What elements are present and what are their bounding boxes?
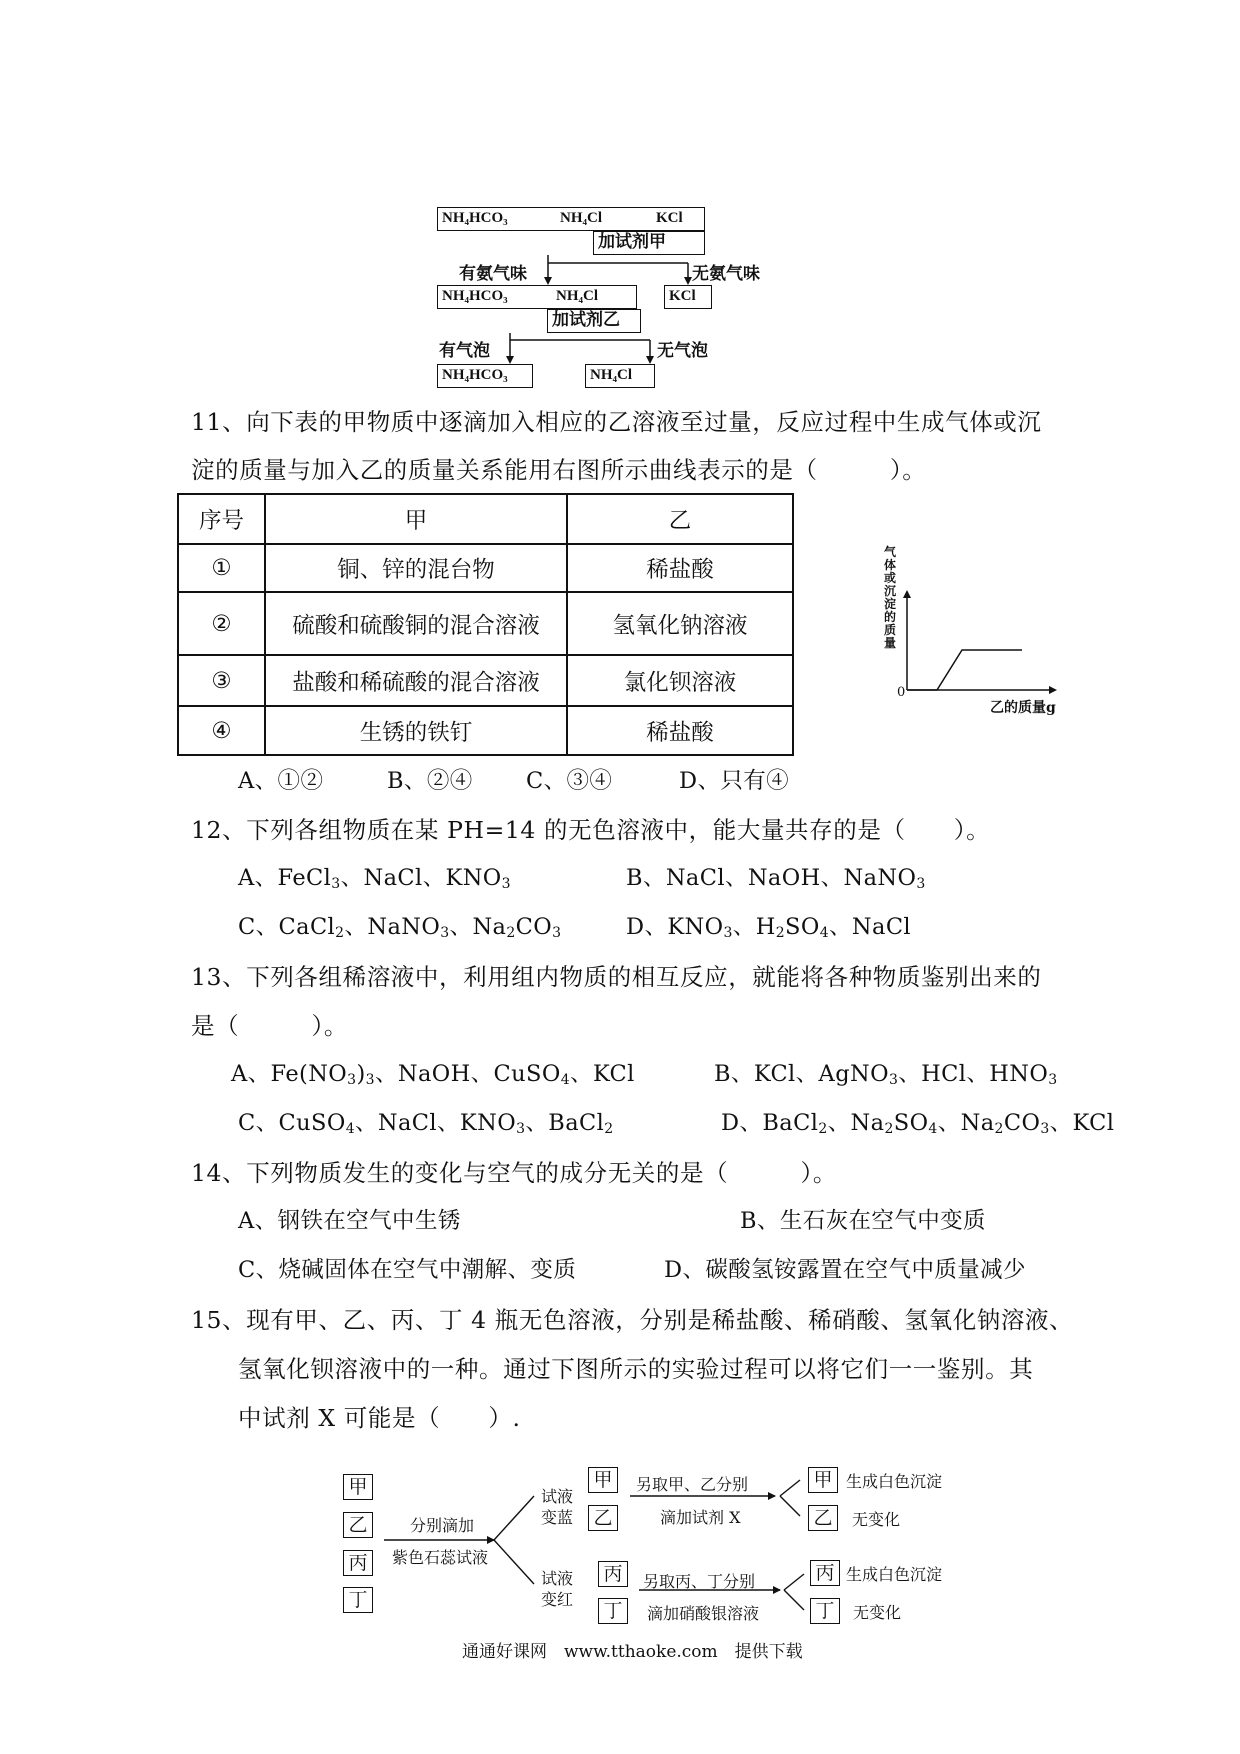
- th-jia: 甲: [265, 494, 567, 544]
- bottle-jia-2: 甲: [588, 1467, 618, 1493]
- fc-reagent2: 加试剂乙: [552, 310, 620, 329]
- bottle-ding-2: 丁: [598, 1598, 628, 1624]
- q15-line3: 中试剂 X 可能是（ ）.: [238, 1404, 521, 1432]
- q14-option-a: A、钢铁在空气中生锈: [238, 1208, 461, 1234]
- q15-line1: 15、现有甲、乙、丙、丁 4 瓶无色溶液，分别是稀盐酸、稀硝酸、氢氧化钠溶液、: [191, 1306, 1074, 1334]
- th-index: 序号: [178, 494, 265, 544]
- cell-index: ④: [178, 706, 265, 755]
- fc-reagent1: 加试剂甲: [598, 232, 666, 251]
- fc-row1-b: NH₄Cl: [560, 210, 602, 226]
- cell-yi: 稀盐酸: [567, 544, 793, 592]
- q13-line1: 13、下列各组稀溶液中，利用组内物质的相互反应，就能将各种物质鉴别出来的: [191, 963, 1042, 991]
- fc-row2-a: NH₄HCO₃: [442, 288, 508, 304]
- fc-row3-b: NH₄Cl: [590, 367, 632, 383]
- result-white-ppt-1: 生成白色沉淀: [846, 1472, 943, 1491]
- blue-label: 试液变蓝: [541, 1487, 574, 1527]
- cell-index: ②: [178, 592, 265, 655]
- graph-ylabel: 气体或沉淀的质量: [884, 545, 897, 650]
- step1-top: 分别滴加: [410, 1516, 475, 1535]
- q15-line2: 氢氧化钡溶液中的一种。通过下图所示的实验过程可以将它们一一鉴别。其: [238, 1355, 1034, 1383]
- fc-row1-c: KCl: [656, 210, 683, 226]
- footer-source: 通通好课网 www.tthaoke.com 提供下载: [462, 1642, 803, 1662]
- q11-option-d: D、只有④: [679, 768, 790, 794]
- cell-jia: 生锈的铁钉: [265, 706, 567, 755]
- q14-stem: 14、下列物质发生的变化与空气的成分无关的是（ ）。: [191, 1159, 837, 1187]
- step2b-bottom: 滴加硝酸银溶液: [647, 1604, 760, 1623]
- fc-row2-c: KCl: [669, 288, 696, 304]
- q13-option-d: D、BaCl$_2$、$Na_2SO_4$、$Na_2CO_3$、KCl: [721, 1110, 1115, 1137]
- bottle-jia-3: 甲: [808, 1467, 838, 1493]
- bottle-ding-3: 丁: [810, 1598, 840, 1624]
- bottle-ding: 丁: [343, 1587, 373, 1613]
- fc-row3-a: NH₄HCO₃: [442, 367, 508, 383]
- red-label: 试液变红: [541, 1569, 574, 1609]
- bottle-bing-3: 丙: [810, 1560, 840, 1586]
- result-white-ppt-2: 生成白色沉淀: [846, 1565, 943, 1584]
- result-no-change-1: 无变化: [852, 1510, 901, 1529]
- q11-line2: 淀的质量与加入乙的质量关系能用右图所示曲线表示的是（ ）。: [191, 456, 927, 484]
- step1-bottom: 紫色石蕊试液: [392, 1548, 489, 1567]
- bottle-bing-2: 丙: [598, 1561, 628, 1587]
- q11-line1: 11、向下表的甲物质中逐滴加入相应的乙溶液至过量，反应过程中生成气体或沉: [191, 408, 1042, 436]
- q13-line2: 是（ ）。: [191, 1012, 348, 1040]
- cell-yi: 氯化钡溶液: [567, 655, 793, 706]
- bottle-yi-2: 乙: [588, 1505, 618, 1531]
- bottle-yi-3: 乙: [808, 1505, 838, 1531]
- q12-option-c: C、CaCl$_2$、NaNO$_3$、$Na_2CO_3$: [238, 914, 562, 941]
- q14-option-c: C、烧碱固体在空气中潮解、变质: [238, 1257, 577, 1283]
- fc-row1-a: NH₄HCO₃: [442, 210, 508, 226]
- q13-option-c: C、CuSO$_4$、NaCl、$KNO_3$、BaCl$_2$: [238, 1110, 614, 1137]
- q14-option-b: B、生石灰在空气中变质: [740, 1208, 986, 1234]
- graph-origin: 0: [897, 685, 906, 700]
- q12-option-a: A、FeCl$_3$、NaCl、$KNO_3$: [238, 865, 511, 892]
- bottle-bing: 丙: [343, 1550, 373, 1576]
- q11-option-c: C、③④: [526, 768, 613, 794]
- fc-branch2-right: 无气泡: [657, 341, 708, 361]
- graph-xlabel: 乙的质量g: [990, 700, 1056, 716]
- step2b-top: 另取丙、丁分别: [643, 1572, 756, 1591]
- cell-yi: 稀盐酸: [567, 706, 793, 755]
- q11-option-a: A、①②: [238, 768, 324, 794]
- fc-row2-b: NH₄Cl: [556, 288, 598, 304]
- q12-option-b: B、NaCl、NaOH、NaNO$_3$: [626, 865, 926, 892]
- cell-index: ①: [178, 544, 265, 592]
- fc-branch2-left: 有气泡: [439, 341, 490, 361]
- q14-option-d: D、碳酸氢铵露置在空气中质量减少: [664, 1257, 1026, 1283]
- result-no-change-2: 无变化: [853, 1603, 902, 1622]
- step2a-bottom: 滴加试剂 X: [660, 1508, 741, 1527]
- q12-option-d: D、$KNO_3$、$H_2SO_4$、NaCl: [626, 914, 912, 941]
- th-yi: 乙: [567, 494, 793, 544]
- q13-option-b: B、KCl、AgNO$_3$、HCl、$HNO_3$: [714, 1061, 1058, 1088]
- bottle-yi: 乙: [343, 1512, 373, 1538]
- cell-jia: 铜、锌的混台物: [265, 544, 567, 592]
- q13-option-a: A、$Fe(NO_3)_3$、NaOH、CuSO$_4$、KCl: [231, 1061, 635, 1088]
- q11-option-b: B、②④: [387, 768, 473, 794]
- bottle-jia: 甲: [343, 1474, 373, 1500]
- cell-jia: 盐酸和稀硫酸的混合溶液: [265, 655, 567, 706]
- step2a-top: 另取甲、乙分别: [636, 1475, 749, 1494]
- cell-yi: 氢氧化钠溶液: [567, 592, 793, 655]
- fc-branch-right: 无氨气味: [692, 264, 760, 284]
- cell-index: ③: [178, 655, 265, 706]
- cell-jia: 硫酸和硫酸铜的混合溶液: [265, 592, 567, 655]
- fc-branch-left: 有氨气味: [459, 264, 527, 284]
- q12-stem: 12、下列各组物质在某 PH=14 的无色溶液中，能大量共存的是（ ）。: [191, 816, 991, 844]
